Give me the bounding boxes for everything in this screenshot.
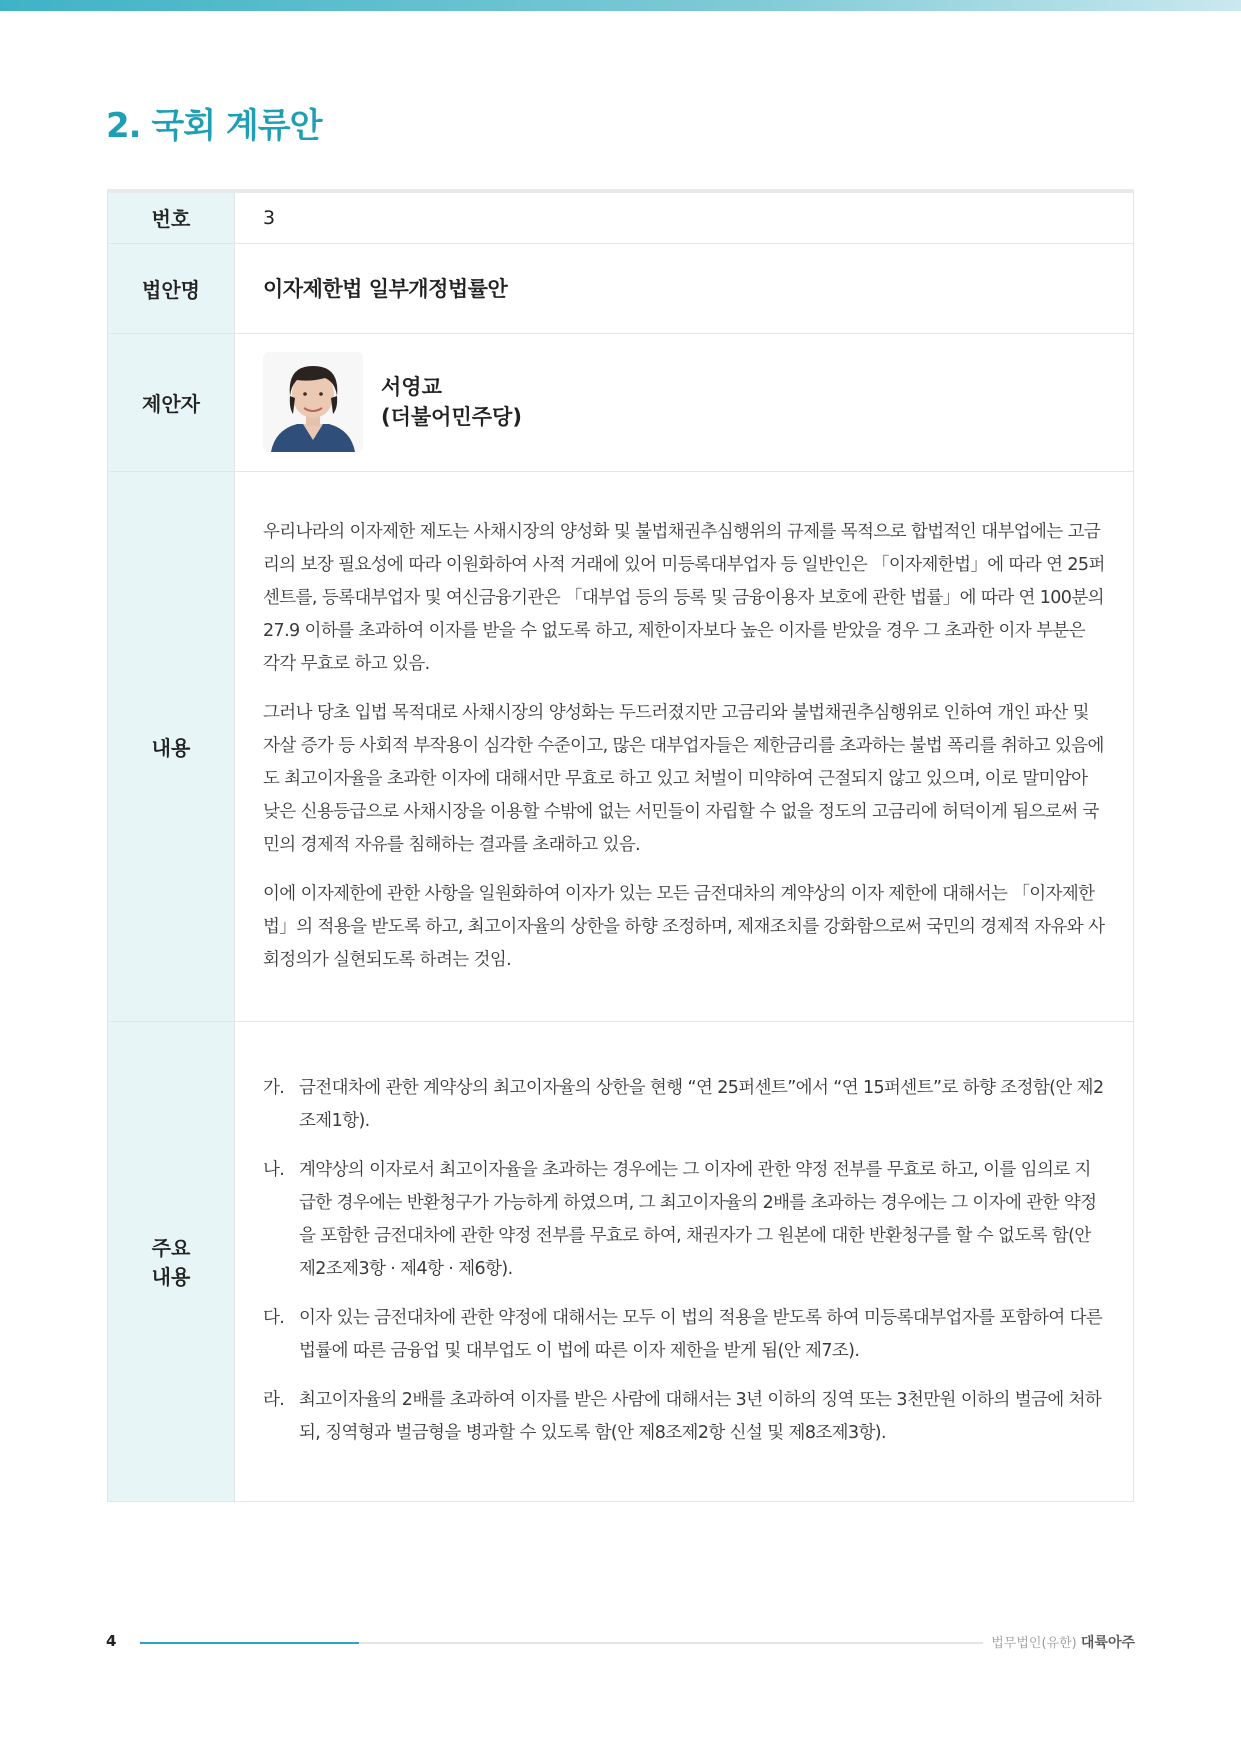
row-number [108, 191, 1134, 243]
list-marker: 가. [263, 1078, 285, 1098]
number-label: 번호 [108, 191, 235, 243]
bill-title-cell [235, 243, 1134, 333]
list-item [263, 1154, 1105, 1286]
firm-name: 대륙아주 [1080, 1635, 1135, 1651]
list-item-text: 이자 있는 금전대차에 관한 약정에 대해서는 모두 이 법의 적용을 받도록 하여 미등록대부업자를 포함하여 다른 법률에 따른 금융업 및 대부업도 이 법에 따른 이자 제한을 받게 됨(안 제7조). [299, 1308, 1103, 1361]
top-accent-bar [0, 0, 1241, 11]
list-item [263, 1302, 1105, 1368]
row-bill-title [108, 243, 1134, 333]
row-main-content [108, 1021, 1134, 1501]
section-title: 2. 국회 계류안 [106, 106, 322, 146]
main-label-line: 주요 [151, 1236, 191, 1260]
row-proposer [108, 333, 1134, 471]
row-content [108, 471, 1134, 1021]
content-cell [235, 471, 1134, 1021]
proposer-portrait-icon [263, 352, 363, 452]
list-marker: 나. [263, 1160, 285, 1180]
list-item-text: 금전대차에 관한 계약상의 최고이자율의 상한을 현행 “연 25퍼센트”에서 “연 15퍼센트”로 하향 조정함(안 제2조제1항). [299, 1078, 1104, 1131]
bill-title-label: 법안명 [108, 243, 235, 333]
number-value: 3 [263, 206, 276, 229]
proposer-party: (더불어민주당) [381, 405, 522, 429]
bill-title-value: 이자제한법 일부개정법률안 [263, 277, 508, 301]
number-cell [235, 191, 1134, 243]
list-marker: 다. [263, 1308, 285, 1328]
page-number: 4 [106, 1632, 117, 1650]
proposer-info [263, 352, 1105, 452]
content-paragraph: 이에 이자제한에 관한 사항을 일원화하여 이자가 있는 모든 금전대차의 계약상의 이자 제한에 대해서는 「이자제한법」의 적용을 받도록 하고, 최고이자율의 상한을 하향 조정하며, 제재조치를 강화함으로써 국민의 경제적 자유와 사회정의가 실현되도록 하려는 것임. [263, 883, 1105, 970]
list-item-text: 최고이자율의 2배를 초과하여 이자를 받은 사람에 대해서는 3년 이하의 징역 또는 3천만원 이하의 벌금에 처하되, 징역형과 벌금형을 병과할 수 있도록 함(안 제8조제2항 신설 및 제8조제3항). [299, 1390, 1102, 1443]
footer-progress-track [140, 1642, 983, 1644]
proposer-cell [235, 333, 1134, 471]
footer-progress-fill [140, 1642, 359, 1644]
main-content-list [263, 1072, 1105, 1450]
content-label: 내용 [108, 471, 235, 1021]
list-marker: 라. [263, 1390, 285, 1410]
bill-info-table [107, 189, 1134, 1502]
footer-firm [991, 1632, 1135, 1652]
content-paragraph: 우리나라의 이자제한 제도는 사채시장의 양성화 및 불법채권추심행위의 규제를 목적으로 합법적인 대부업에는 고금리의 보장 필요성에 따라 이원화하여 사적 거래에 있어 미등록대부업자 등 일반인은 「이자제한법」에 따라 연 25퍼센트를, 등록대부업자 및 여신금융기관은 「대부업 등의 등록 및 금융이용자 보호에 관한 법률」에 따라 연 100분의 27.9 이하를 초과하여 이자를 받을 수 없도록 하고, 제한이자보다 높은 이자를 받았을 경우 그 초과한 이자 부분은 각각 무효로 하고 있음. [263, 521, 1105, 674]
list-item [263, 1072, 1105, 1138]
main-content-cell [235, 1021, 1134, 1501]
main-label-line: 내용 [151, 1265, 191, 1289]
content-paragraph: 그러나 당초 입법 목적대로 사채시장의 양성화는 두드러졌지만 고금리와 불법채권추심행위로 인하여 개인 파산 및 자살 증가 등 사회적 부작용이 심각한 수준이고, 많은 대부업자들은 제한금리를 초과하는 불법 폭리를 취하고 있음에도 최고이자율을 초과한 이자에 대해서만 무효로 하고 있고 처벌이 미약하여 근절되지 않고 있으며, 이로 말미암아 낮은 신용등급으로 사채시장을 이용할 수밖에 없는 서민들이 자립할 수 없을 정도의 고금리에 허덕이게 됨으로써 국민의 경제적 자유를 침해하는 결과를 초래하고 있음. [263, 702, 1104, 855]
proposer-text [381, 372, 522, 432]
proposer-label: 제안자 [108, 333, 235, 471]
list-item [263, 1384, 1105, 1450]
main-content-label [108, 1021, 235, 1501]
firm-prefix: 법무법인(유한) [991, 1636, 1077, 1651]
proposer-photo [263, 352, 363, 452]
proposer-name: 서영교 [381, 375, 442, 399]
list-item-text: 계약상의 이자로서 최고이자율을 초과하는 경우에는 그 이자에 관한 약정 전부를 무효로 하고, 이를 임의로 지급한 경우에는 반환청구가 가능하게 하였으며, 그 최고이자율의 2배를 초과하는 경우에는 그 이자에 관한 약정을 포함한 금전대차에 관한 약정 전부를 무효로 하여, 채권자가 그 원본에 대한 반환청구를 할 수 없도록 함(안 제2조제3항 · 제4항 · 제6항). [299, 1160, 1097, 1279]
